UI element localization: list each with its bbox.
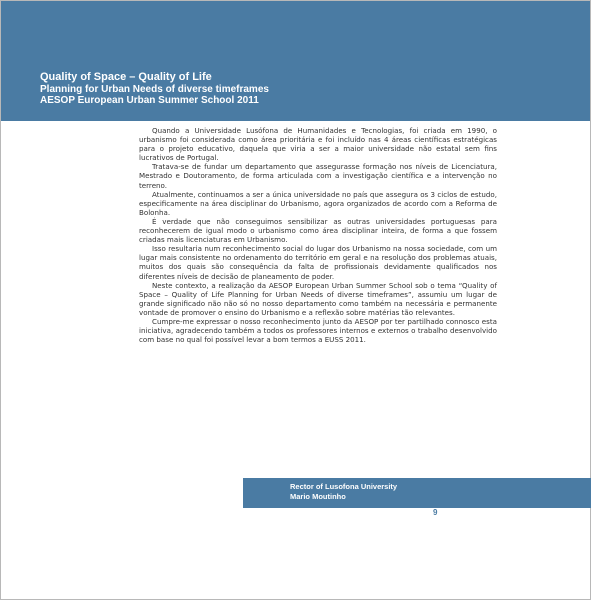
paragraph: Tratava-se de fundar um departamento que assegurasse formação nos níveis de Licenciatura, Mestrado e Doutoramento, de forma articulada com a investigação científica e a intervenção no terreno.	[139, 162, 497, 190]
header-event: AESOP European Urban Summer School 2011	[40, 95, 259, 106]
page-number: 9	[433, 508, 438, 517]
signature-name: Mario Moutinho	[290, 492, 346, 501]
body-text	[139, 126, 497, 344]
paragraph: Atualmente, continuamos a ser a única universidade no país que assegura os 3 ciclos de estudo, especificamente na área disciplinar do Urbanismo, agora organizados de acordo com a Reforma de Bolonha.	[139, 189, 497, 217]
header-titles	[40, 72, 269, 107]
paragraph: É verdade que não conseguimos sensibilizar as outras universidades portuguesas para reconhecerem de igual modo o urbanismo como área disciplinar inteira, de forma a que fossem criadas mais licenciaturas em Urbanismo.	[139, 216, 497, 245]
signature-block	[290, 482, 397, 502]
header-title: Quality of Space – Quality of Life	[40, 71, 212, 83]
header-subtitle: Planning for Urban Needs of diverse timeframes	[40, 83, 269, 95]
paragraph: Neste contexto, a realização da AESOP European Urban Summer School sob o tema “Quality of Space – Quality of Life Planning for Urban Needs of diverse timeframes”, assumiu um lugar de grande significado não não só no nosso departamento como também na necessária e permanente vontade de promover o ensino do Urbanismo e a reflexão sobre matérias tão relevantes.	[139, 280, 497, 317]
paragraph: Cumpre-me expressar o nosso reconhecimento junto da AESOP por ter partilhado connosco esta iniciativa, agradecendo também a todos os professores internos e externos o trabalho desenvolvido com base no qual foi possível levar a bom termos a EUSS 2011.	[139, 316, 497, 345]
paragraph: Quando a Universidade Lusófona de Humanidades e Tecnologias, foi criada em 1990, o urbanismo foi considerada como área prioritária e foi incluído nas 4 áreas científicas estratégicas para o projeto educativo, daquela que viria a ser a maior universidade não estatal sem fins lucrativos de Portugal.	[139, 126, 497, 163]
signature-role: Rector of Lusofona University	[290, 482, 398, 491]
paragraph: Isso resultaria num reconhecimento social do lugar dos Urbanismo na nossa sociedade, com um lugar mais consistente no ordenamento do território em geral e na resolução dos problemas atuais, muitos dos quais são consequência da falta de profissionais devidamente qualificados nos diferentes níveis de decisão de planeamento de poder.	[139, 244, 497, 281]
